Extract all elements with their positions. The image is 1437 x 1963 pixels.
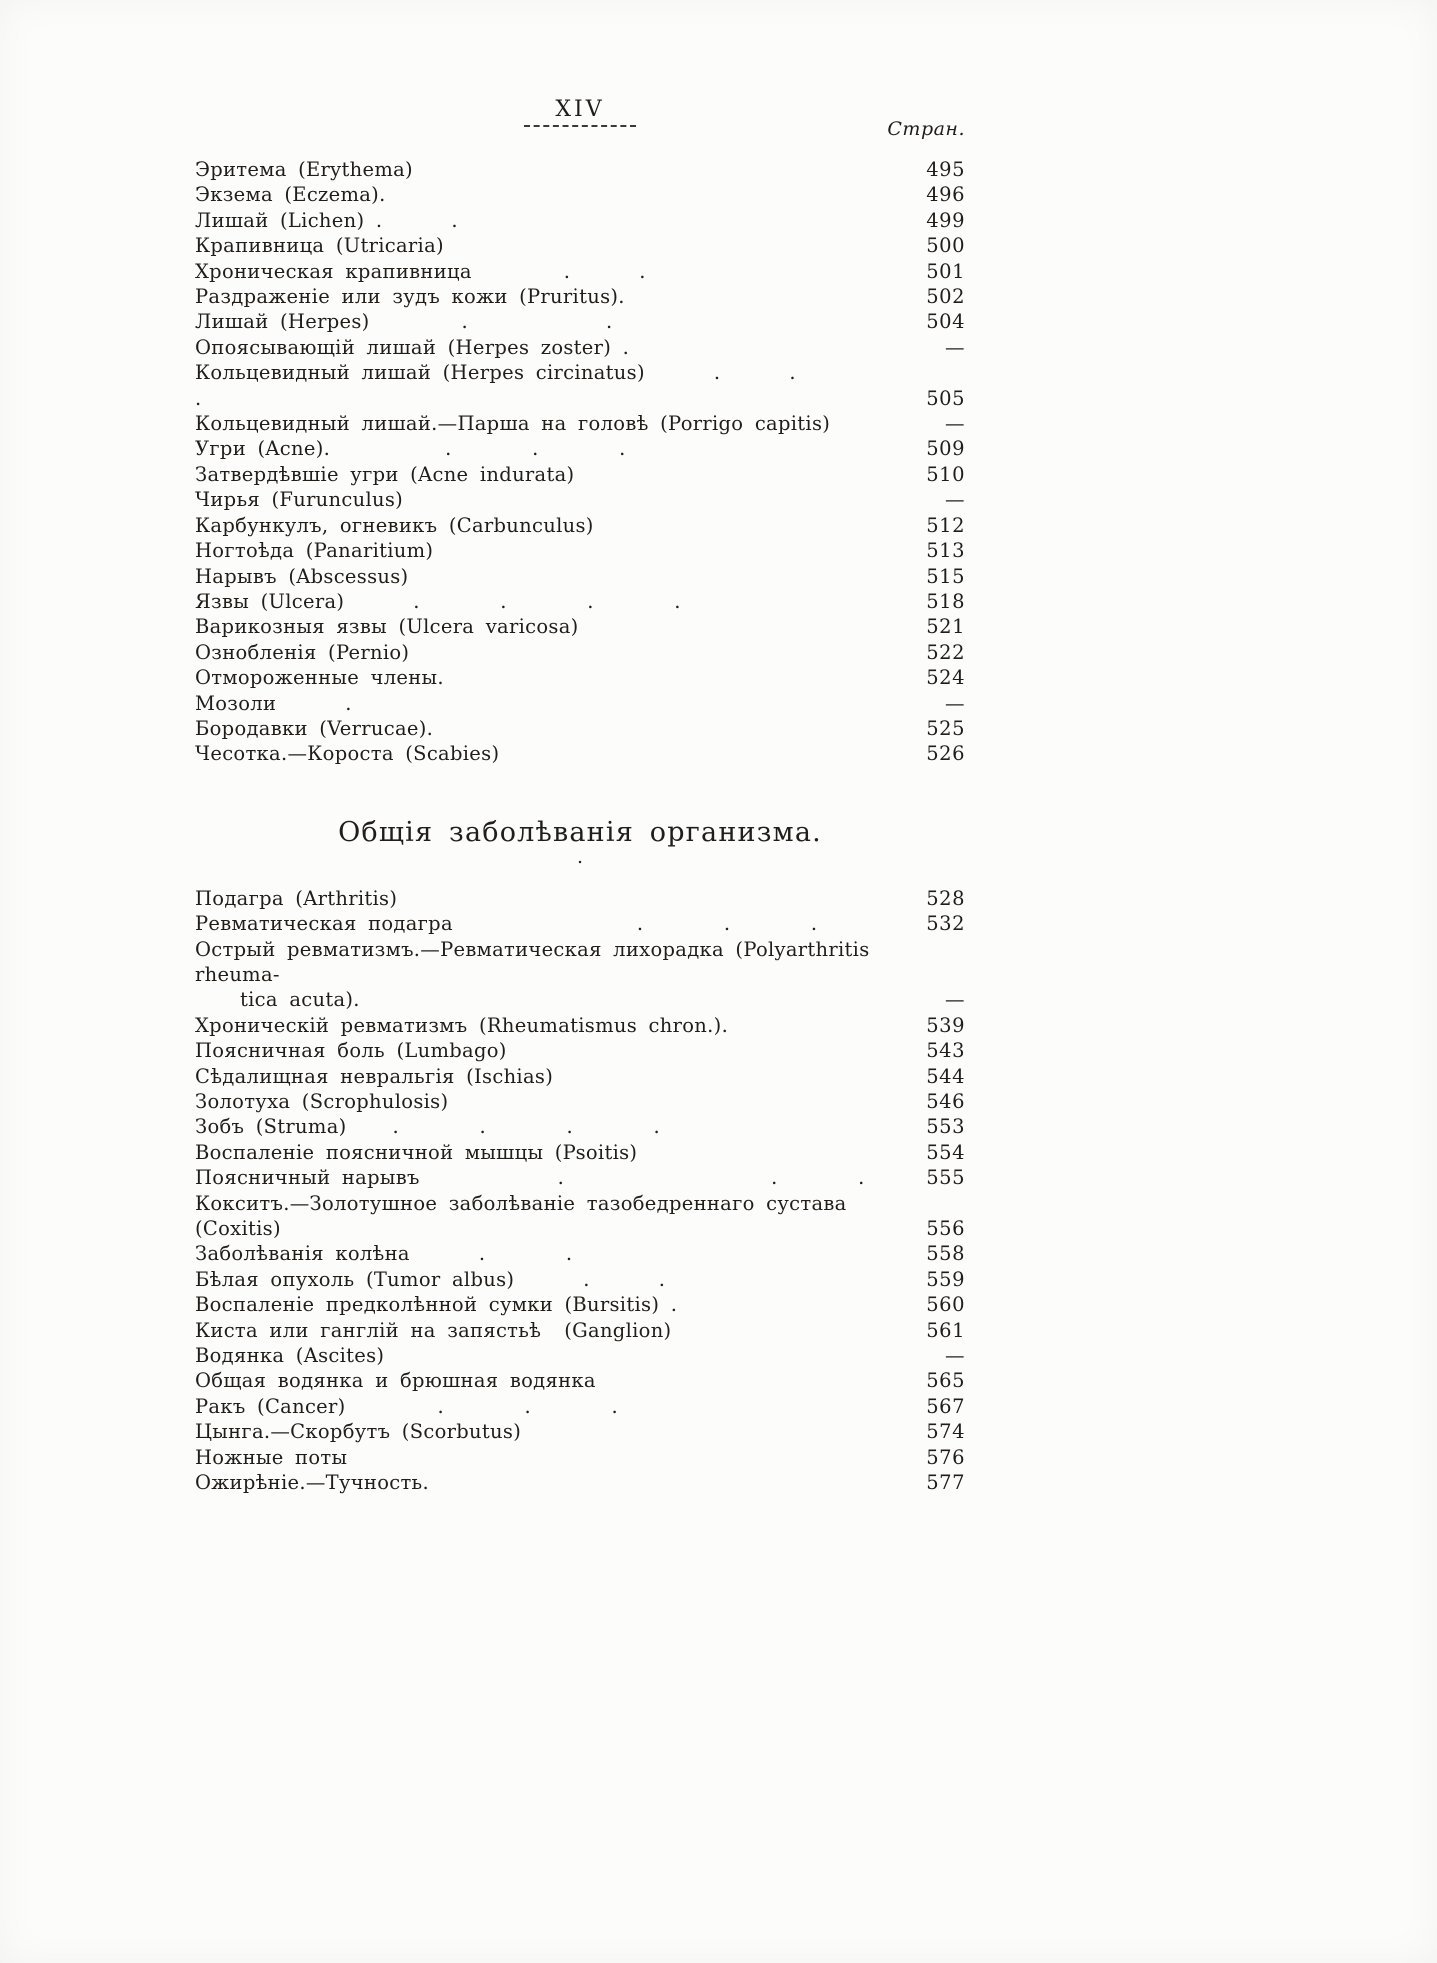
- entry-title: Эритема (Erythema): [195, 158, 413, 181]
- entry-page-number: 561: [926, 1318, 965, 1342]
- entry-page-number: 513: [926, 539, 965, 563]
- entry-title: Бѣлая опухоль (Tumor albus) . .: [195, 1267, 666, 1291]
- entry-title: Ознобленія (Pernio): [195, 640, 410, 664]
- entry-page-number: 512: [926, 513, 965, 537]
- entry-title: Кольцевидный лишай.—Парша на головѣ (Porrigo capitis): [195, 412, 831, 436]
- entry-page-number: —: [945, 412, 965, 436]
- toc-entry: [195, 1114, 965, 1139]
- toc-entry: [195, 411, 965, 436]
- entry-title: Киста или ганглій на запястьѣ (Ganglion): [195, 1318, 672, 1342]
- toc-entry: [195, 487, 965, 512]
- section-title: Общія заболѣванія организма.: [338, 816, 822, 848]
- toc-entry: [195, 1191, 965, 1242]
- toc-entry: [195, 614, 965, 639]
- entry-page-number: 556: [926, 1217, 965, 1241]
- entry-page-number: 546: [926, 1090, 965, 1113]
- toc-entry: [195, 1267, 965, 1292]
- toc-entry: [195, 640, 965, 665]
- entry-title: Ножные поты: [195, 1445, 348, 1469]
- entry-title: Экзема (Eczema).: [195, 183, 386, 207]
- entry-title: Цынга.—Скорбутъ (Scorbutus): [195, 1420, 522, 1444]
- toc-entry: [195, 284, 965, 309]
- entry-page-number: 543: [926, 1039, 965, 1063]
- toc-entry: [195, 665, 965, 690]
- entry-title: Опоясывающій лишай (Herpes zoster) .: [195, 335, 630, 359]
- entry-page-number: 576: [926, 1445, 965, 1469]
- toc-entry: [195, 335, 965, 360]
- entry-page-number: 499: [926, 208, 965, 232]
- entry-title: Крапивница (Utricaria): [195, 234, 444, 258]
- entry-page-number: 502: [926, 285, 965, 309]
- toc-entry: [195, 259, 965, 284]
- page-content: [195, 97, 965, 1496]
- entry-page-number: 505: [926, 386, 965, 410]
- entry-title: Затвердѣвшіе угри (Acne indurata): [195, 462, 575, 486]
- entry-page-number: 539: [926, 1013, 965, 1037]
- toc-entry: [195, 182, 965, 207]
- entry-title: Заболѣванія колѣна . .: [195, 1242, 573, 1266]
- entry-page-number: 501: [926, 259, 965, 283]
- entry-title: Кокситъ.—Золотушное заболѣваніе тазобедреннаго сустава (Coxitis): [195, 1191, 859, 1241]
- entry-title: Карбункулъ, огневикъ (Carbunculus): [195, 513, 594, 537]
- entry-title: Лишай (Herpes) . .: [195, 310, 613, 334]
- toc-entry: [195, 1241, 965, 1266]
- entry-page-number: 524: [926, 666, 965, 690]
- entry-title: Нарывъ (Abscessus): [195, 564, 409, 588]
- entry-title: Чирья (Furunculus): [195, 488, 404, 512]
- entry-page-number: —: [945, 1344, 965, 1368]
- toc-entry: [195, 691, 965, 716]
- toc-entry: [195, 1292, 965, 1317]
- toc-entry: [195, 1038, 965, 1063]
- entry-title-continuation: tica acuta).: [240, 988, 360, 1012]
- entry-title: Зобъ (Struma) . . . .: [195, 1115, 660, 1139]
- entry-title: Язвы (Ulcera) . . . .: [195, 589, 681, 613]
- entry-title: Хроническій ревматизмъ (Rheumatismus chron.).: [195, 1013, 729, 1037]
- toc-entry: [195, 1064, 965, 1089]
- entry-page-number: 577: [926, 1471, 965, 1495]
- toc-entry: [195, 1165, 965, 1190]
- entry-page-number: 509: [926, 437, 965, 461]
- toc-entry: [195, 233, 965, 258]
- toc-entry: [195, 1419, 965, 1444]
- entry-page-number: 510: [926, 462, 965, 486]
- entry-page-number: 558: [926, 1242, 965, 1266]
- toc-entry: [195, 1343, 965, 1368]
- entry-title: Поясничная боль (Lumbago): [195, 1039, 507, 1063]
- entry-page-number: 559: [926, 1267, 965, 1291]
- entry-title: Ногтоѣда (Panaritium): [195, 539, 434, 563]
- toc-entry: [195, 513, 965, 538]
- entry-page-number: 560: [926, 1293, 965, 1317]
- toc-entry: [195, 937, 965, 1013]
- entry-title: Острый ревматизмъ.—Ревматическая лихорадка (Polyarthritis rheuma- tica acuta).: [195, 937, 893, 1013]
- entry-title: Подагра (Arthritis): [195, 886, 398, 910]
- entry-page-number: 567: [926, 1394, 965, 1418]
- toc-entry: [195, 208, 965, 233]
- entry-title: Мозоли .: [195, 691, 352, 715]
- entry-page-number: 528: [926, 886, 965, 910]
- entry-page-number: 496: [926, 183, 965, 207]
- toc-entry: [195, 436, 965, 461]
- entry-title: Бородавки (Verrucae).: [195, 716, 434, 740]
- toc-entry: [195, 1013, 965, 1038]
- entry-page-number: 532: [926, 912, 965, 936]
- toc-entry: [195, 886, 965, 911]
- entry-title: Воспаленіе поясничной мышцы (Psoitis): [195, 1140, 638, 1164]
- toc-sections: [195, 157, 965, 1496]
- entry-title: Отмороженные члены.: [195, 666, 444, 690]
- toc-entry: [195, 1318, 965, 1343]
- entry-page-number: 574: [926, 1420, 965, 1444]
- entry-page-number: 526: [926, 742, 965, 766]
- page-header: [195, 97, 965, 157]
- entry-page-number: 504: [926, 310, 965, 334]
- entry-title: Хроническая крапивница . .: [195, 259, 646, 283]
- entry-page-number: —: [945, 335, 965, 359]
- toc-entry: [195, 741, 965, 766]
- pages-column-label: Стран.: [887, 118, 965, 140]
- entry-title: Золотуха (Scrophulosis): [195, 1090, 449, 1113]
- toc-entry: [195, 538, 965, 563]
- entry-title: Кольцевидный лишай (Herpes circinatus) . . .: [195, 361, 911, 410]
- entry-title: Чесотка.—Короста (Scabies): [195, 742, 500, 766]
- entry-title: Поясничный нарывъ . . .: [195, 1166, 865, 1190]
- entry-title: Общая водянка и брюшная водянка: [195, 1369, 596, 1393]
- toc-entry: [195, 589, 965, 614]
- entry-title: Ожирѣніе.—Тучность.: [195, 1471, 429, 1495]
- entry-page-number: —: [945, 988, 965, 1012]
- entry-page-number: 553: [926, 1115, 965, 1139]
- toc-entry: [195, 1445, 965, 1470]
- page-number-roman: XIV: [555, 97, 605, 122]
- entry-title: Воспаленіе предколѣнной сумки (Bursitis) .: [195, 1293, 678, 1317]
- entry-title: Водянка (Ascites): [195, 1344, 385, 1368]
- entry-title: Ракъ (Cancer) . . .: [195, 1394, 619, 1418]
- toc-entry: [195, 157, 965, 182]
- entry-page-number: 522: [926, 640, 965, 664]
- entry-page-number: —: [945, 488, 965, 512]
- entry-page-number: 555: [926, 1166, 965, 1190]
- toc-entry: [195, 1089, 965, 1114]
- toc-entry: [195, 1368, 965, 1393]
- entry-page-number: 521: [926, 615, 965, 639]
- entry-page-number: 525: [926, 716, 965, 740]
- entry-title: Ревматическая подагра . . .: [195, 912, 818, 936]
- entry-page-number: 495: [926, 158, 965, 181]
- entry-title: Сѣдалищная невральгія (Ischias): [195, 1064, 554, 1088]
- entry-page-number: 518: [926, 589, 965, 613]
- entry-list: [195, 157, 965, 767]
- toc-entry: [195, 564, 965, 589]
- toc-entry: [195, 462, 965, 487]
- toc-entry: [195, 1470, 965, 1495]
- entry-title: Раздраженіе или зудъ кожи (Pruritus).: [195, 285, 625, 309]
- toc-entry: [195, 1394, 965, 1419]
- toc-entry: [195, 716, 965, 741]
- toc-entry: [195, 309, 965, 334]
- entry-page-number: 515: [926, 564, 965, 588]
- entry-title: Варикозныя язвы (Ulcera varicosa): [195, 615, 579, 639]
- entry-page-number: 554: [926, 1140, 965, 1164]
- entry-page-number: 544: [926, 1064, 965, 1088]
- toc-entry: [195, 360, 965, 411]
- entry-page-number: 500: [926, 234, 965, 258]
- entry-title: Лишай (Lichen) . .: [195, 208, 458, 232]
- title-ornament: .: [576, 845, 584, 868]
- header-rule: [524, 125, 636, 127]
- toc-entry: [195, 911, 965, 936]
- toc-entry: [195, 1140, 965, 1165]
- entry-list: [195, 886, 965, 1496]
- entry-title: Угри (Acne). . . .: [195, 437, 626, 461]
- entry-page-number: —: [945, 691, 965, 715]
- entry-page-number: 565: [926, 1369, 965, 1393]
